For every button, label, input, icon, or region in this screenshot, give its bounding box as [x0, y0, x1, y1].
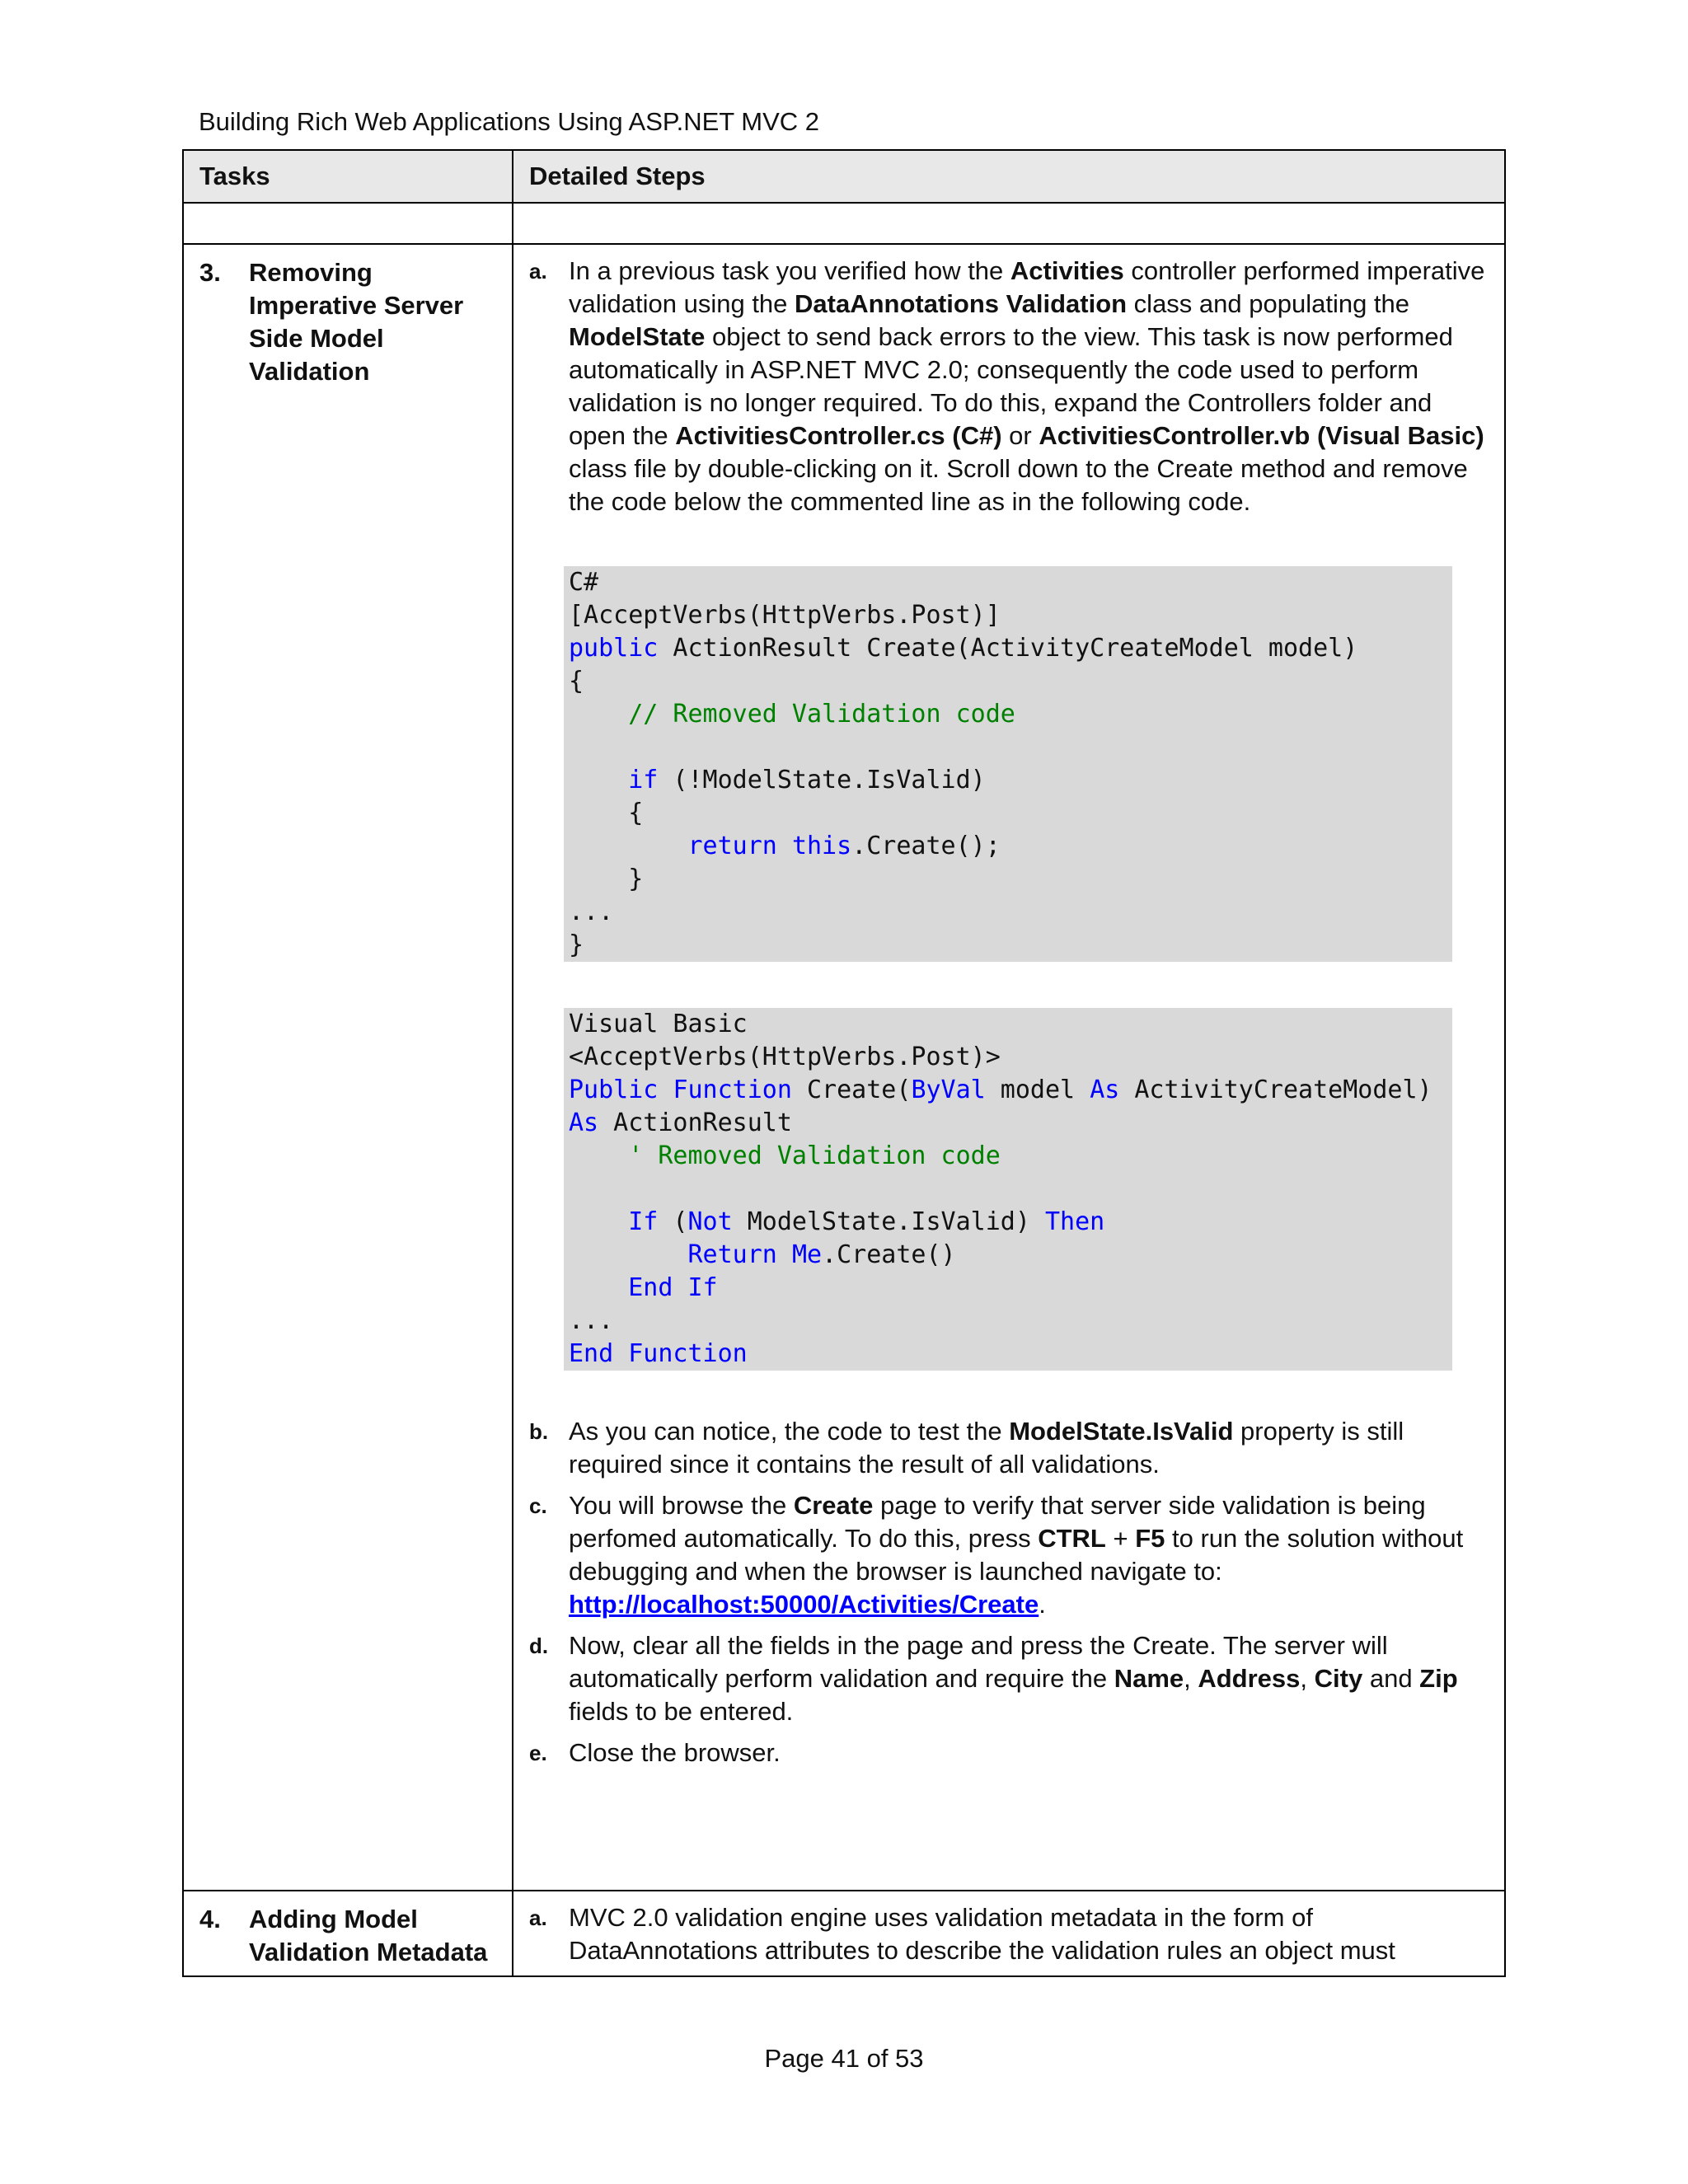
step-text: Close the browser. [569, 1738, 781, 1767]
task-title: Adding Model Validation Metadata [249, 1905, 488, 1966]
task-3-steps [513, 245, 1504, 1769]
task-row-3 [183, 244, 1505, 1891]
task-4-steps [513, 1891, 1504, 1967]
code-block-vb: Visual Basic <AcceptVerbs(HttpVerbs.Post)> Public Function Create(ByVal model As ActivityCreateModel) As ActionResult ' Removed Validation code If (Not ModelState.IsValid) Then Return Me.Create() End If ... End Function [564, 1008, 1452, 1371]
code-block-csharp: C# [AcceptVerbs(HttpVerbs.Post)] public ActionResult Create(ActivityCreateModel model) { // Removed Validation code if (!ModelState.IsValid) { return this.Create(); } ... } [564, 566, 1452, 962]
task-4 [184, 1891, 512, 1969]
step-b [529, 1415, 1489, 1481]
step-letter: c. [529, 1493, 547, 1518]
localhost-create-link[interactable]: http://localhost:50000/Activities/Create [569, 1590, 1039, 1619]
step-letter: d. [529, 1633, 549, 1658]
step-letter: a. [529, 259, 547, 284]
steps-table [182, 149, 1506, 1977]
document-header: Building Rich Web Applications Using ASP.NET MVC 2 [199, 107, 819, 136]
step-d [529, 1629, 1489, 1728]
step-letter: a. [529, 1905, 547, 1930]
task-number: 3. [199, 258, 221, 287]
col-header-steps: Detailed Steps [513, 150, 1505, 203]
spacer-row [183, 203, 1505, 244]
table-header-row [183, 150, 1505, 203]
task-3 [184, 245, 512, 388]
page-number: Page 41 of 53 [764, 2044, 924, 2073]
step-letter: e. [529, 1741, 547, 1765]
col-header-tasks: Tasks [183, 150, 513, 203]
task-number: 4. [199, 1905, 221, 1933]
step-text: You will browse the Create page to verify that server side validation is being perfomed automatically. To do this, press CTRL + F5 to run the solution without debugging and when the browser is launched navigate to: http://localhost:50000/Activities/Create. [569, 1491, 1464, 1619]
step-c [529, 1489, 1489, 1621]
task-title: Removing Imperative Server Side Model Validation [249, 258, 464, 386]
step-text: MVC 2.0 validation engine uses validation metadata in the form of DataAnnotations attributes to describe the validation rules an object must [569, 1903, 1395, 1965]
step-text: Now, clear all the fields in the page and press the Create. The server will automatically perform validation and require the Name, Address, City and Zip fields to be entered. [569, 1631, 1458, 1726]
step-a [529, 255, 1489, 518]
step-a [529, 1901, 1489, 1967]
step-e [529, 1736, 1489, 1769]
step-text: As you can notice, the code to test the ModelState.IsValid property is still required since it contains the result of all validations. [569, 1417, 1404, 1479]
step-letter: b. [529, 1419, 549, 1444]
task-row-4 [183, 1891, 1505, 1976]
step-text: In a previous task you verified how the Activities controller performed imperative validation using the DataAnnotations Validation class and populating the ModelState object to send back errors to the view. This task is now performed automatically in ASP.NET MVC 2.0; consequently the code used to perform validation is no longer required. To do this, expand the Controllers folder and open the ActivitiesController.cs (C#) or ActivitiesController.vb (Visual Basic) class file by double-clicking on it. Scroll down to the Create method and remove the code below the commented line as in the following code. [569, 256, 1485, 516]
